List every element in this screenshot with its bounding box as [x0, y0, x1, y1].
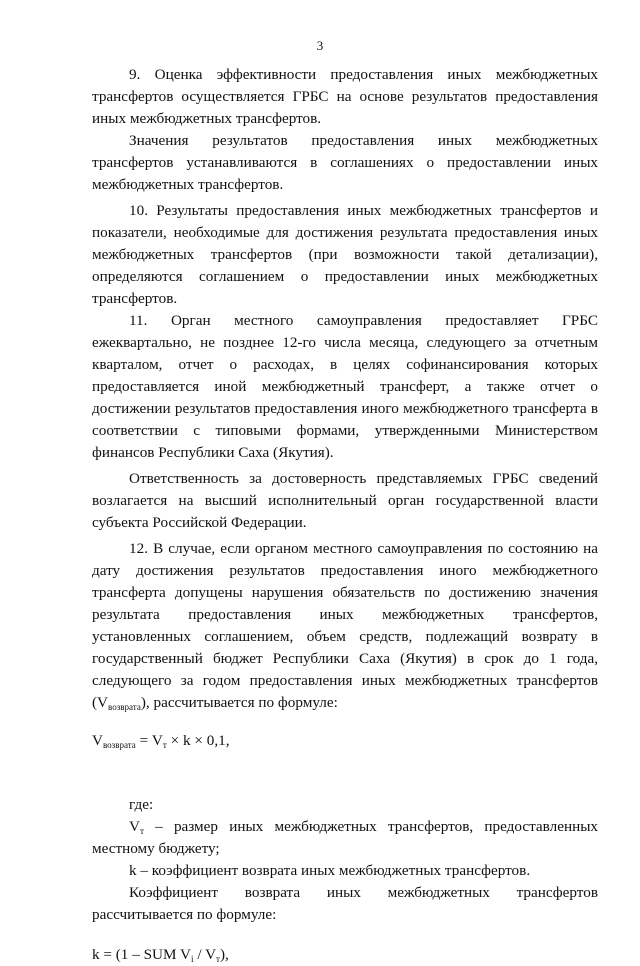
- page-number: 3: [316, 38, 324, 53]
- definition-vt-subscript: т: [139, 826, 144, 836]
- definition-vt-text: – размер иных межбюджетных трансфертов, предоставленных местному бюджету;: [92, 818, 598, 857]
- paragraph-9: 9. Оценка эффективности предоставления иных межбюджетных трансфертов осуществляется ГРБС на основе результатов предоставления иных межбюджетных трансфертов.: [92, 66, 598, 127]
- document-body: [92, 64, 598, 966]
- paragraph-12-tail: ), рассчитывается по формуле:: [140, 694, 338, 711]
- paragraph-9-results: Значения результатов предоставления иных межбюджетных трансфертов устанавливаются в соглашениях о предоставлении иных межбюджетных трансфертов.: [92, 132, 598, 193]
- paragraph-12: [92, 538, 598, 714]
- v-return-subscript: возврата: [108, 702, 141, 712]
- return-volume-formula: [92, 730, 598, 752]
- where-label: где:: [129, 796, 154, 813]
- k-coefficient-formula: [92, 944, 598, 966]
- formula-lhs: V: [92, 732, 103, 749]
- k-formula-part-a: k = (1 – SUM V: [92, 946, 192, 963]
- formula-vt: = V: [135, 732, 163, 749]
- formula-vt-subscript: т: [162, 740, 167, 750]
- definition-k: k – коэффициент возврата иных межбюджетных трансфертов.: [129, 862, 531, 879]
- definition-vt: [92, 816, 598, 860]
- k-formula-part-b: / V: [193, 946, 217, 963]
- paragraph-12-text: 12. В случае, если органом местного самоуправления по состоянию на дату достижения результатов предоставления иного межбюджетного трансферта допущены нарушения обязательств по достижению значения результата предоставления иных межбюджетных трансфертов, установленных соглашением, объем средств, подлежащий возврату в государственный бюджет Республики Саха (Якутия) в срок до 1 года, следующего за годом предоставления иных межбюджетных трансфертов (V: [92, 540, 598, 711]
- paragraph-10: 10. Результаты предоставления иных межбюджетных трансфертов и показатели, необходимые для достижения результата предоставления иных межбюджетных трансфертов (при возможности такой детализации), определяются соглашением о предоставлении иных межбюджетных трансфертов.: [92, 202, 598, 307]
- definition-vt-symbol: V: [129, 818, 140, 835]
- formula-lhs-subscript: возврата: [102, 740, 136, 750]
- k-formula-part-c: ),: [219, 946, 229, 963]
- k-formula-vt-subscript: т: [216, 954, 220, 964]
- k-coefficient-intro: Коэффициент возврата иных межбюджетных трансфертов рассчитывается по формуле:: [92, 884, 598, 923]
- paragraph-11-responsibility: Ответственность за достоверность представляемых ГРБС сведений возлагается на высший исполнительный орган государственной власти субъекта Российской Федерации.: [92, 470, 598, 531]
- k-formula-vi-subscript: i: [191, 954, 194, 964]
- paragraph-11: 11. Орган местного самоуправления предоставляет ГРБС ежеквартально, не позднее 12-го числа месяца, следующего за отчетным кварталом, отчет о расходах, в целях софинансирования которых предоставляется иной межбюджетный трансферт, а также отчет о достижении результатов предоставления иного межбюджетного трансферта в соответствии с типовыми формами, утвержденными Министерством финансов Республики Саха (Якутия).: [92, 312, 598, 461]
- formula-rest: × k × 0,1,: [166, 732, 230, 749]
